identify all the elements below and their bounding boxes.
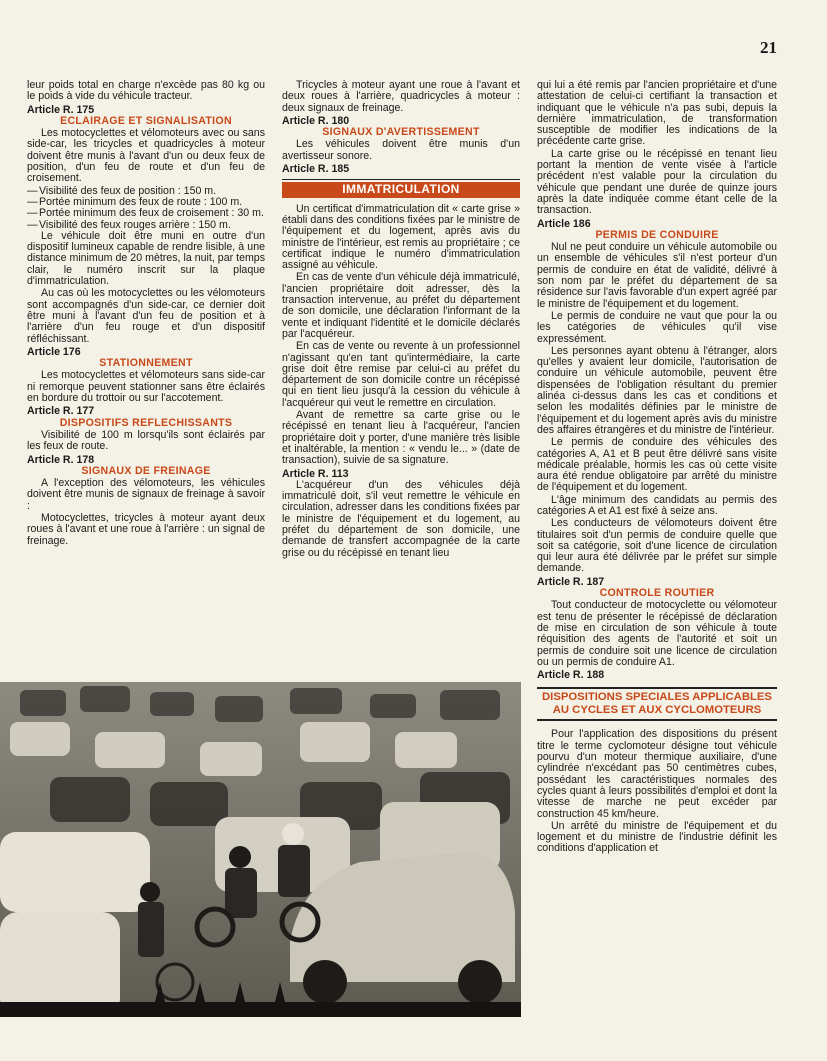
paragraph: En cas de vente ou revente à un professionnel n'agissant qu'en tant qu'intermédiaire, la carte grise doit être remise par celui-ci au préfet du département de son domicile contre un récépissé qui en tient lieu jusqu'à la cession du véhicule à l'acquéreur qui veut le remettre en circulation. [282, 340, 520, 409]
article-heading: Article 176 [27, 345, 81, 358]
paragraph: La carte grise ou le récépissé en tenant lieu portant la mention de vente visée à l'article précédent n'est valable pour la circulation du véhicule que pendant une durée de quinze jours après la date indiquée comme étant celle de la transaction. [537, 147, 777, 217]
article-heading: Article R. 178 [27, 453, 95, 466]
article-heading: Article R. 175 [27, 103, 95, 116]
page-number: 21 [760, 38, 777, 57]
list-item: — Portée minimum des feux de route : 100 m. [27, 197, 265, 208]
paragraph: Tout conducteur de motocyclette ou vélomoteur est tenu de présenter le récépissé de déclaration de mise en circulation de son véhicule à toute réquisition des agents de l'autorité et soit un permis de conduire soit une licence de circulation ou un permis de conduire A1. [537, 599, 777, 668]
column-1 [27, 80, 265, 548]
article-heading: Article R. 188 [537, 669, 605, 682]
divider [282, 179, 520, 180]
paragraph: Nul ne peut conduire un véhicule automobile ou un ensemble de véhicules s'il n'est porteur d'un permis de conduire en état de validité, délivré à son nom par le préfet du département de sa résidence sur l'avis favorable d'un expert agréé par le ministre de l'équipement et du logement. [537, 241, 777, 310]
section-heading: SIGNAUX D'AVERTISSEMENT [322, 126, 480, 139]
paragraph: Le permis de conduire des véhicules des catégories A, A1 et B peut être délivré sans visite médicale préalable, hormis les cas où cette visite aura été rendue obligatoire par arrêté du ministre de l'équipement et du logement. [537, 436, 777, 494]
special-provisions-banner [537, 687, 777, 721]
paragraph: Les motocyclettes et vélomoteurs sans side-car ni remorque peuvent stationner sans être éclairés en bordure du trottoir ou sur l'accotement. [27, 369, 265, 405]
paragraph: Visibilité de 100 m lorsqu'ils sont éclairés par les feux de route. [27, 428, 265, 453]
paragraph: Pour l'application des dispositions du présent titre le terme cyclomoteur désigne tout véhicule pourvu d'un moteur thermique auxiliaire, d'une cylindrée n'excédant pas 50 centimètres cubes, possédant les caractéristiques normales des cycles quant à leurs possibilités d'emploi et dont la vitesse de marche ne peut excéder par construction 45 km/heure. [537, 728, 777, 820]
article-heading: Article R. 187 [537, 575, 605, 588]
immatriculation-banner: IMMATRICULATION [282, 182, 520, 197]
section-heading: STATIONNEMENT [99, 357, 193, 370]
paragraph: L'acquéreur d'un des véhicules déjà immatriculé doit, s'il veut remettre le véhicule en circulation, adresser dans les conditions fixées par le ministre de l'équipement et du logement, au préfet du département de son domicile, une demande de transfert accompagnée de la carte grise ou du récépissé en tenant lieu [282, 478, 520, 559]
article-heading: Article R. 180 [282, 114, 350, 127]
traffic-photo-drawing [0, 682, 521, 1017]
paragraph: Avant de remettre sa carte grise ou le récépissé en tenant lieu à l'acquéreur, l'ancien propriétaire doit y porter, d'une manière très lisible et inaltérable, la mention : « vendu le... » (date de transaction), suivie de sa signature. [282, 409, 520, 467]
section-heading: PERMIS DE CONDUIRE [595, 228, 719, 241]
banner-line: AU CYCLES ET AUX CYCLOMOTEURS [552, 704, 762, 717]
list-item: — Visibilité des feux rouges arrière : 150 m. [27, 220, 265, 231]
article-heading: Article 186 [537, 217, 591, 230]
section-heading: CONTROLE ROUTIER [599, 587, 715, 600]
paragraph: A l'exception des vélomoteurs, les véhicules doivent être munis de signaux de freinage à savoir : [27, 477, 265, 512]
column-3 [537, 80, 777, 856]
paragraph: Motocyclettes, tricycles à moteur ayant deux roues à l'avant et une roue à l'arrière : un signal de freinage. [27, 511, 265, 547]
list-item: — Portée minimum des feux de croisement : 30 m. [27, 208, 265, 219]
paragraph: Tricycles à moteur ayant une roue à l'avant et deux roues à l'arrière, quadricycles à moteur : deux signaux de freinage. [282, 79, 520, 114]
paragraph: Les véhicules doivent être munis d'un avertisseur sonore. [282, 138, 520, 162]
paragraph: leur poids total en charge n'excède pas 80 kg ou le poids à vide du véhicule tracteur. [27, 79, 265, 103]
banner-line: DISPOSITIONS SPECIALES APPLICABLES [542, 691, 772, 704]
paragraph: Les motocyclettes et vélomoteurs avec ou sans side-car, les tricycles et quadricycles à moteur doivent être munis à l'avant d'un ou deux feux de position, d'un feu de route et d'un feu de croisement. [27, 127, 265, 185]
paragraph: L'âge minimum des candidats au permis des catégories A et A1 est fixé à seize ans. [537, 493, 777, 517]
paragraph: Le permis de conduire ne vaut que pour la ou les catégories de véhicules qu'il vise expressément. [537, 309, 777, 345]
paragraph: Les conducteurs de vélomoteurs doivent être titulaires soit d'un permis de conduire quelle que soit sa catégorie, soit d'une licence de circulation qui leur aura été délivrée par le préfet sur simple demande. [537, 517, 777, 575]
paragraph: En cas de vente d'un véhicule déjà immatriculé, l'ancien propriétaire doit adresser, dès la transaction intervenue, au préfet du département de son domicile, une déclaration l'informant de la vente et indiquant l'identité et le domicile déclarés par l'acquéreur. [282, 271, 520, 340]
section-heading: ECLAIRAGE ET SIGNALISATION [60, 114, 232, 127]
list-item: — Visibilité des feux de position : 150 m. [27, 186, 265, 197]
article-heading: Article R. 185 [282, 163, 350, 176]
paragraph: Le véhicule doit être muni en outre d'un dispositif lumineux capable de rendre lisible, à une distance minimum de 20 mètres, la nuit, par temps clair, le numéro inscrit sur la plaque d'immatriculation. [27, 229, 265, 288]
section-heading: SIGNAUX DE FREINAGE [81, 464, 211, 477]
paragraph: Les personnes ayant obtenu à l'étranger, alors qu'elles y avaient leur domicile, l'autorisation de conduire un véhicule automobile, peuvent être dispensées de l'obligation résultant du premier alinéa ci-dessus dans les cas et conditions et selon les modalités définies par le ministre de l'équipement et du logement après avis du ministre des affaires étrangères et du ministre de l'intérieur. [537, 344, 777, 436]
visibility-list [27, 186, 265, 231]
paragraph: Au cas où les motocyclettes ou les vélomoteurs sont accompagnés d'un side-car, ce dernier doit être muni à l'avant d'un feu de position et à l'arrière d'un feu rouge et d'un dispositif réfléchissant. [27, 287, 265, 345]
paragraph: Un arrêté du ministre de l'équipement et du logement et du ministre de l'industrie définit les conditions d'application et [537, 819, 777, 855]
traffic-photo [0, 682, 521, 1017]
paragraph: Un certificat d'immatriculation dit « carte grise » établi dans des conditions fixées par le ministre de l'équipement et du logement, après avis du ministre de l'intérieur, est remis au propriétaire ; ce certificat indique le numéro d'immatriculation assigné au véhicule. [282, 202, 520, 272]
column-2 [282, 80, 520, 560]
article-heading: Article R. 177 [27, 405, 95, 418]
section-heading: DISPOSITIFS REFLECHISSANTS [59, 416, 233, 429]
paragraph: qui lui a été remis par l'ancien propriétaire et d'une attestation de celui-ci certifiant la transaction et indiquant que le véhicule n'a pas subi, depuis la dernière immatriculation, de transformation susceptible de modifier les indications de la précédente carte grise. [537, 79, 777, 148]
article-heading: Article R. 113 [282, 467, 349, 480]
